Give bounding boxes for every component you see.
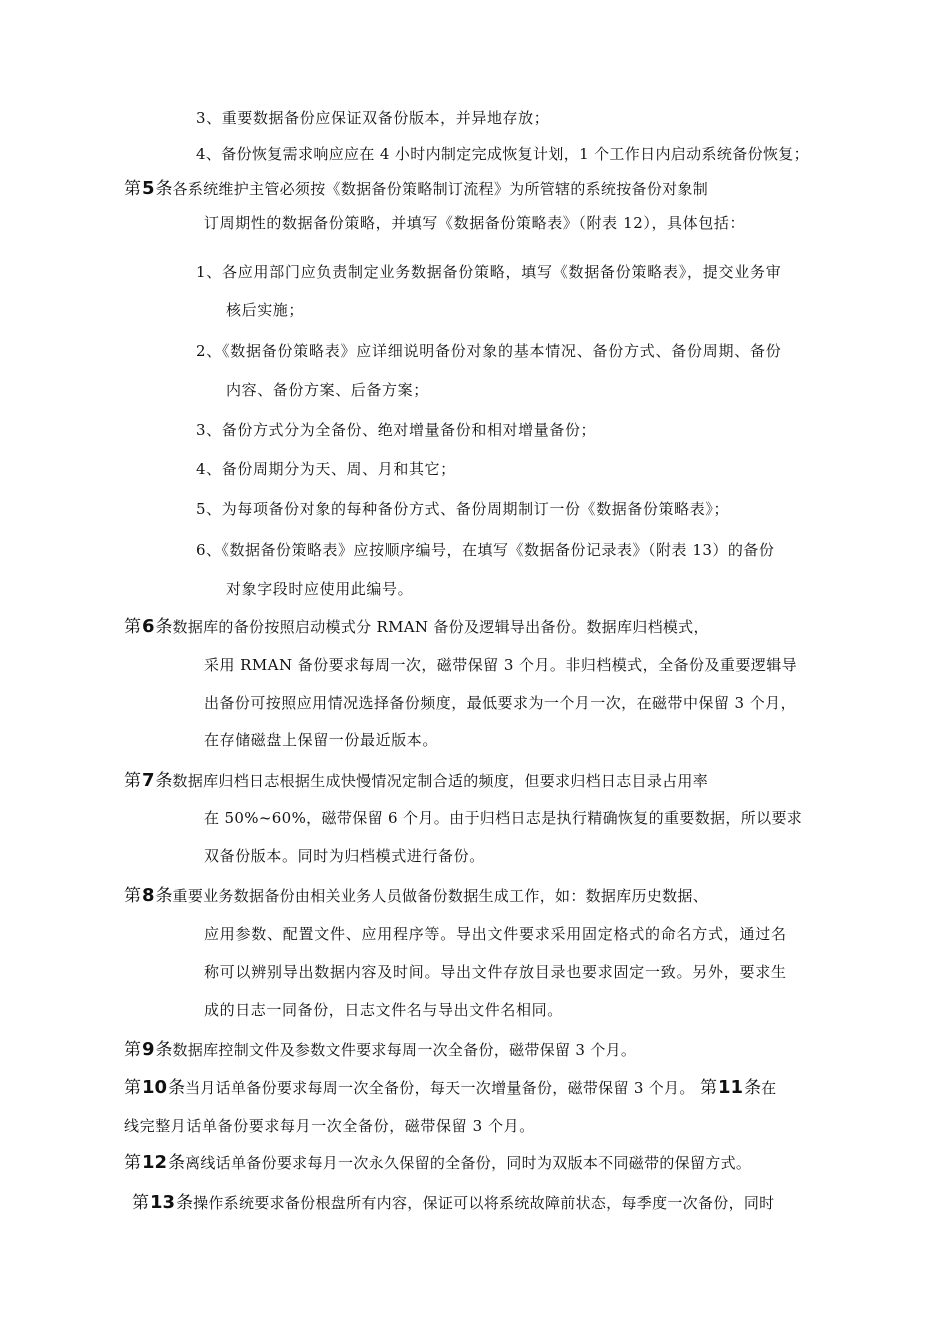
article-text: 在 [761, 1079, 777, 1097]
article-number: 6 [142, 616, 155, 637]
article-text: 数据库控制文件及参数文件要求每周一次全备份，磁带保留 3 个月。 [172, 1041, 637, 1059]
article-prefix: 第 [124, 1040, 141, 1060]
list-item: 3、备份方式分为全备份、绝对增量备份和相对增量备份； [196, 421, 597, 439]
list-item: 6、《数据备份策略表》应按顺序编号，在填写《数据备份记录表》（附表 13）的备份 [196, 541, 775, 559]
article-number: 12 [142, 1152, 168, 1173]
article-prefix: 第 [700, 1078, 718, 1098]
article-text: 各系统维护主管必须按《数据备份策略制订流程》为所管辖的系统按备份对象制 [172, 180, 709, 198]
list-item: 5、为每项备份对象的每种备份方式、备份周期制订一份《数据备份策略表》； [196, 500, 730, 518]
list-item: 3、重要数据备份应保证双备份版本，并异地存放； [196, 109, 550, 127]
article-text: 当月话单备份要求每周一次全备份，每天一次增量备份，磁带保留 3 个月。 [185, 1079, 695, 1097]
article-suffix: 条 [155, 179, 173, 199]
article-number: 7 [142, 770, 155, 791]
article-continuation: 线完整月话单备份要求每月一次全备份，磁带保留 3 个月。 [124, 1117, 535, 1135]
article-heading [124, 617, 709, 637]
list-item-continuation: 内容、备份方案、后备方案； [226, 381, 429, 399]
list-item: 2、《数据备份策略表》应详细说明备份对象的基本情况、备份方式、备份周期、备份 [196, 342, 782, 360]
article-number: 10 [142, 1077, 168, 1098]
list-item: 1、各应用部门应负责制定业务数据备份策略，填写《数据备份策略表》，提交业务审 [196, 263, 782, 281]
article-continuation: 在 50%~60%，磁带保留 6 个月。由于归档日志是执行精确恢复的重要数据，所以要求 [204, 809, 803, 827]
article-text: 重要业务数据备份由相关业务人员做备份数据生成工作，如：数据库历史数据、 [172, 887, 709, 905]
article-prefix: 第 [124, 1153, 141, 1173]
article-heading [124, 1078, 776, 1098]
article-continuation: 双备份版本。同时为归档模式进行备份。 [204, 847, 485, 865]
article-heading [124, 179, 708, 199]
article-continuation: 出备份可按照应用情况选择备份频度，最低要求为一个月一次，在磁带中保留 3 个月， [204, 694, 797, 712]
list-item: 4、备份周期分为天、周、月和其它； [196, 460, 456, 478]
article-heading [124, 1040, 636, 1060]
article-continuation: 成的日志一同备份，日志文件名与导出文件名相同。 [204, 1001, 563, 1019]
article-text: 数据库的备份按照启动模式分 RMAN 备份及逻辑导出备份。数据库归档模式， [172, 618, 709, 636]
article-number: 5 [142, 178, 155, 199]
article-number: 11 [718, 1077, 744, 1098]
article-suffix: 条 [155, 771, 173, 791]
article-number: 8 [142, 885, 155, 906]
article-text: 离线话单备份要求每月一次永久保留的全备份，同时为双版本不同磁带的保留方式。 [185, 1154, 752, 1172]
list-item-continuation: 核后实施； [226, 301, 305, 319]
article-prefix: 第 [124, 179, 141, 199]
article-continuation: 称可以辨别导出数据内容及时间。导出文件存放目录也要求固定一致。另外，要求生 [204, 963, 787, 981]
article-suffix: 条 [155, 617, 173, 637]
article-continuation: 订周期性的数据备份策略，并填写《数据备份策略表》（附表 12），具体包括： [204, 214, 746, 232]
article-suffix: 条 [168, 1078, 186, 1098]
article-text: 数据库归档日志根据生成快慢情况定制合适的频度，但要求归档日志目录占用率 [172, 772, 709, 790]
article-heading [124, 771, 708, 791]
article-suffix: 条 [176, 1193, 194, 1213]
article-heading [124, 886, 708, 906]
article-prefix: 第 [132, 1193, 149, 1213]
article-suffix: 条 [155, 1040, 173, 1060]
article-prefix: 第 [124, 886, 141, 906]
article-continuation: 在存储磁盘上保留一份最近版本。 [204, 731, 439, 749]
list-item: 4、备份恢复需求响应应在 4 小时内制定完成恢复计划，1 个工作日内启动系统备份恢复； [196, 145, 809, 163]
article-text: 操作系统要求备份根盘所有内容，保证可以将系统故障前状态，每季度一次备份，同时 [193, 1194, 775, 1212]
article-heading [124, 1153, 751, 1173]
article-prefix: 第 [124, 617, 141, 637]
article-prefix: 第 [124, 771, 141, 791]
article-suffix: 条 [168, 1153, 186, 1173]
article-suffix: 条 [744, 1078, 762, 1098]
article-continuation: 采用 RMAN 备份要求每周一次，磁带保留 3 个月。非归档模式，全备份及重要逻辑导 [204, 656, 798, 674]
article-suffix: 条 [155, 886, 173, 906]
article-prefix: 第 [124, 1078, 141, 1098]
article-heading [132, 1193, 774, 1213]
article-continuation: 应用参数、配置文件、应用程序等。导出文件要求采用固定格式的命名方式，通过名 [204, 925, 787, 943]
article-number: 13 [150, 1192, 176, 1213]
list-item-continuation: 对象字段时应使用此编号。 [226, 580, 414, 598]
article-number: 9 [142, 1039, 155, 1060]
